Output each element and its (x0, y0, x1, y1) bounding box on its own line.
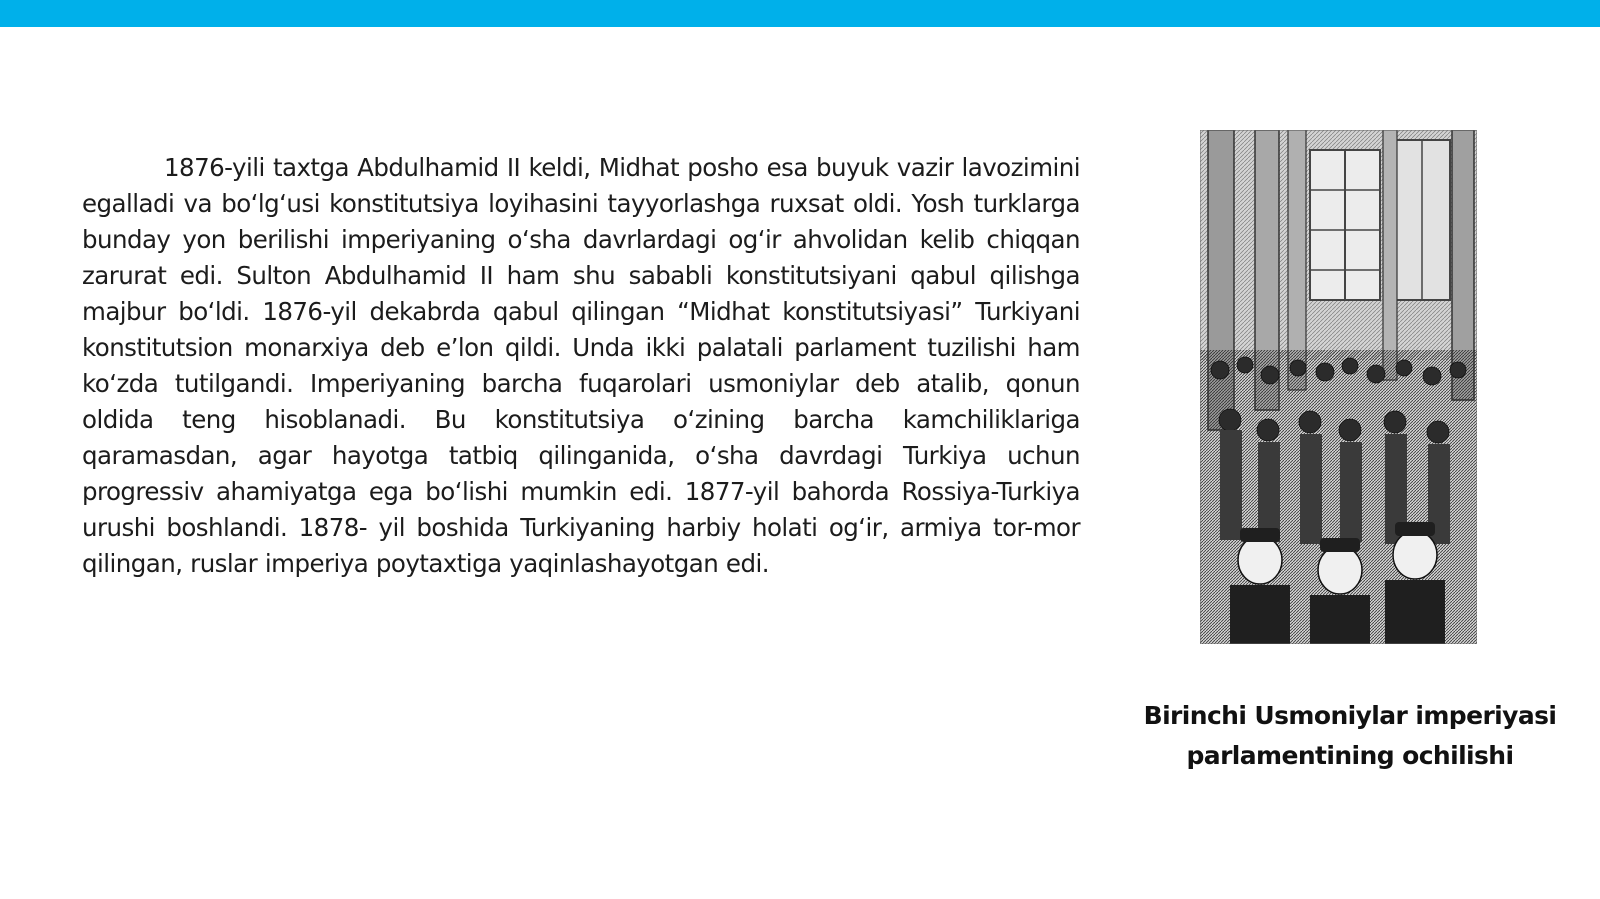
illustration-caption (1120, 696, 1580, 776)
caption-line-1: Birinchi Usmoniylar imperiyasi (1143, 701, 1557, 730)
top-accent-bar (0, 0, 1600, 27)
parliament-opening-illustration (1200, 130, 1477, 644)
body-paragraph: 1876-yili taxtga Abdulhamid II keldi, Midhat posho esa buyuk vazir lavozimini egalladi va bo‘lg‘usi konstitutsiya loyihasini tayyorlashga ruxsat oldi. Yosh turklarga bunday yon berilishi imperiyaning o‘sha davrlardagi og‘ir ahvolidan kelib chiqqan zarurat edi. Sulton Abdulhamid II ham shu sababli konstitutsiyani qabul qilishga majbur bo‘ldi. 1876-yil dekabrda qabul qilingan “Midhat konstitutsiyasi” Turkiyani konstitutsion monarxiya deb e’lon qildi. Unda ikki palatali parlament tuzilishi ham ko‘zda tutilgandi. Imperiyaning barcha fuqarolari usmoniylar deb atalib, qonun oldida teng hisoblanadi. Bu konstitutsiya o‘zining barcha kamchiliklariga qaramasdan, agar hayotga tatbiq qilinganida, o‘sha davrdagi Turkiya uchun progressiv ahamiyatga ega bo‘lishi mumkin edi. 1877-yil bahorda Rossiya-Turkiya urushi boshlandi. 1878- yil boshida Turkiyaning harbiy holati og‘ir, armiya tor-mor qilingan, ruslar imperiya poytaxtiga yaqinlashayotgan edi. (82, 153, 1080, 578)
caption-line-2: parlamentining ochilishi (1186, 741, 1514, 770)
